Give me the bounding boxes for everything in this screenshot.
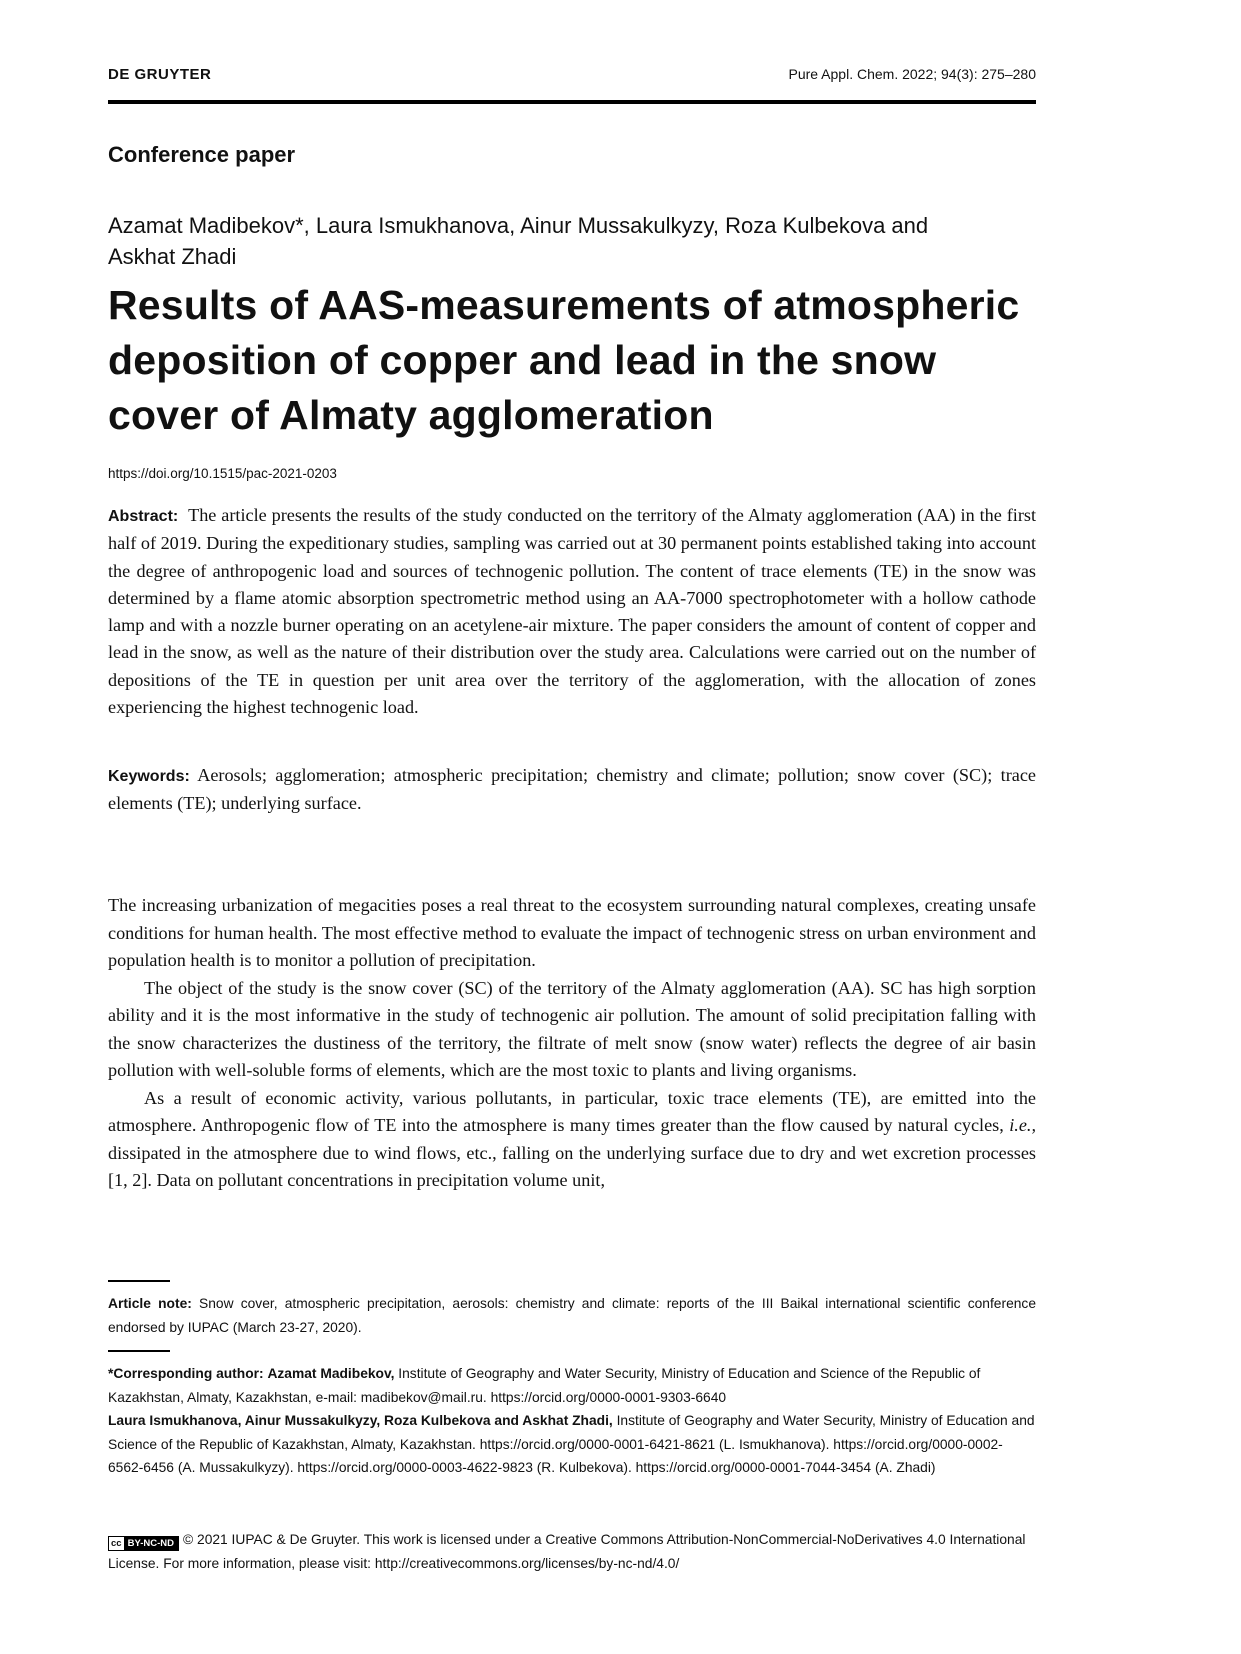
keywords-text: Aerosols; agglomeration; atmospheric precipitation; chemistry and climate; pollution; snow cover (SC); trace elements (TE); underlying surface. bbox=[108, 765, 1036, 814]
abstract-text: The article presents the results of the study conducted on the territory of the Almaty agglomeration (AA) in the first half of 2019. During the expeditionary studies, sampling was carried out at 30 permanent points established taking into account the degree of anthropogenic load and sources of technogenic pollution. The content of trace elements (TE) in the snow was determined by a flame atomic absorption spectrometric method using an AA-7000 spectrophotometer with a hollow cathode lamp and with a nozzle burner operating on an acetylene-air mixture. The paper considers the amount of content of copper and lead in the snow, as well as the nature of their distribution over the study area. Calculations were carried out on the number of depositions of the TE in question per unit area over the territory of the agglomeration, with the allocation of zones experiencing the highest technogenic load. bbox=[108, 505, 1037, 718]
article-type: Conference paper bbox=[108, 142, 296, 167]
article-note bbox=[108, 1292, 1036, 1339]
footnote-rule-2 bbox=[108, 1350, 170, 1352]
license-badge-text: BY-NC-ND bbox=[124, 1537, 178, 1550]
corresponding-label: *Corresponding author: bbox=[108, 1366, 264, 1381]
body-paragraph-1: The increasing urbanization of megacities poses a real threat to the ecosystem surrounding natural complexes, creating unsafe conditions for human health. The most effective method to evaluate the impact of technogenic stress on urban environment and population health is to monitor a pollution of precipitation. bbox=[108, 895, 1036, 970]
article-note-text: Snow cover, atmospheric precipitation, aerosols: chemistry and climate: reports of the III Baikal international scientific conference endorsed by IUPAC (March 23-27, 2020). bbox=[108, 1296, 1036, 1335]
abstract bbox=[108, 502, 1036, 721]
license-statement bbox=[108, 1528, 1036, 1575]
coauthor-text: Institute of Geography and Water Security, Ministry of Education and Science of the Republic of Kazakhstan, Almaty, Kazakhstan. https://orcid.org/0000-0001-6421-8621 (L. Ismukhanova). https://orcid.org/0000-0002-6562-6456 (A. Mussakulkyzy). https://orcid.org/0000-0003-4622-9823 (R. Kulbekova). https://orcid.org/0000-0001-7044-3454 (A. Zhadi) bbox=[108, 1413, 1035, 1475]
corresponding-author bbox=[108, 1362, 1036, 1409]
body-text bbox=[108, 892, 1036, 1195]
paper-title: Results of AAS-measurements of atmospheric deposition of copper and lead in the snow cover of Almaty agglomeration bbox=[108, 282, 1020, 438]
author-line-1: Azamat Madibekov*, Laura Ismukhanova, Ainur Mussakulkyzy, Roza Kulbekova and bbox=[108, 213, 929, 238]
abstract-label: Abstract: bbox=[108, 508, 179, 525]
keywords bbox=[108, 762, 1036, 818]
corresponding-name: Azamat Madibekov, bbox=[267, 1366, 395, 1381]
coauthor-affiliations bbox=[108, 1409, 1036, 1480]
journal-reference: Pure Appl. Chem. 2022; 94(3): 275–280 bbox=[788, 66, 1036, 82]
paper-page bbox=[108, 0, 1036, 1654]
body-paragraph-3-ie: i.e., bbox=[1009, 1115, 1036, 1135]
cc-by-nc-nd-badge[interactable] bbox=[108, 1536, 179, 1551]
coauthor-names: Laura Ismukhanova, Ainur Mussakulkyzy, Roza Kulbekova and Askhat Zhadi, bbox=[108, 1413, 613, 1428]
article-note-label: Article note: bbox=[108, 1296, 192, 1311]
footnote-rule bbox=[108, 1280, 170, 1282]
body-paragraph-2: The object of the study is the snow cover (SC) of the territory of the Almaty agglomeration (AA). SC has high sorption ability and it is the most informative in the study of technogenic air pollution. The amount of solid precipitation falling with the snow characterizes the dustiness of the territory, the filtrate of melt snow (snow water) reflects the degree of air basin pollution with well-soluble forms of elements, which are the most toxic to plants and living organisms. bbox=[108, 977, 1036, 1080]
body-paragraph-3 bbox=[108, 1085, 1036, 1195]
author-line-2: Askhat Zhadi bbox=[108, 244, 237, 269]
doi-link[interactable]: https://doi.org/10.1515/pac-2021-0203 bbox=[108, 466, 337, 481]
author-list bbox=[108, 210, 1036, 272]
header-rule bbox=[108, 100, 1036, 104]
publisher-name: DE GRUYTER bbox=[108, 66, 212, 83]
body-paragraph-3-end: dissipated in the atmosphere due to wind flows, etc., falling on the underlying surface due to dry and wet excretion processes [1, 2]. Data on pollutant concentrations in precipitation volume unit, bbox=[108, 1142, 1036, 1190]
corresponding-text: Institute of Geography and Water Security, Ministry of Education and Science of the Republic of Kazakhstan, Almaty, Kazakhstan, e-mail: madibekov@mail.ru. https://orcid.org/0000-0001-9303-6640 bbox=[108, 1366, 981, 1405]
license-text: © 2021 IUPAC & De Gruyter. This work is licensed under a Creative Commons Attribution-NonCommercial-NoDerivatives 4.0 International License. For more information, please visit: http://creativecommons.org/licenses/by-nc-nd/4.0/ bbox=[108, 1532, 1026, 1571]
cc-icon: cc bbox=[111, 1538, 122, 1549]
body-paragraph-3-start: As a result of economic activity, various pollutants, in particular, toxic trace elements (TE), are emitted into the atmosphere. Anthropogenic flow of TE into the atmosphere is many times greater than the flow caused by natural cycles, bbox=[108, 1087, 1036, 1135]
keywords-label: Keywords: bbox=[108, 768, 190, 785]
running-header bbox=[108, 66, 1036, 88]
